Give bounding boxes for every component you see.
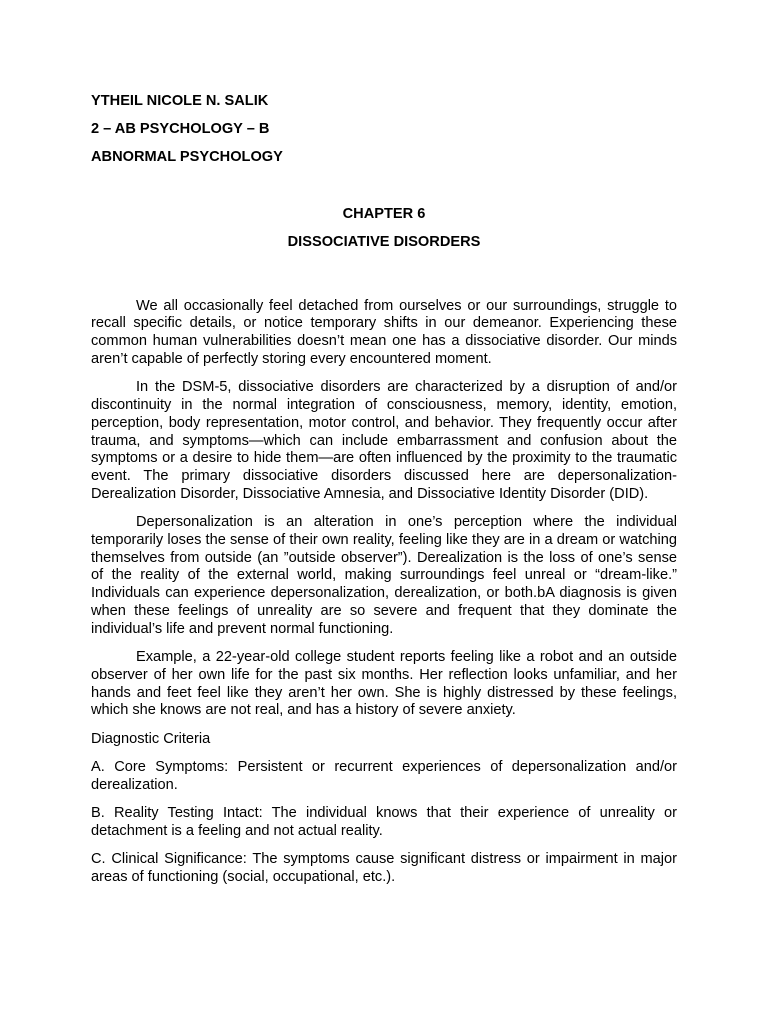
paragraph-intro: We all occasionally feel detached from ourselves or our surroundings, struggle to recall specific details, or notice temporary shifts in our demeanor. Experiencing these common human vulnerabilities doesn’t mean one has a dissociative disorder. Our minds aren’t capable of perfectly storing every encountered moment. [91,297,677,367]
section-spacer [91,263,677,298]
chapter-title: DISSOCIATIVE DISORDERS [287,234,481,251]
paragraph-dsm5: In the DSM-5, dissociative disorders are characterized by a disruption of and/or discontinuity in the normal integration of consciousness, memory, identity, emotion, perception, body representation, motor control, and behavior. They frequently occur after trauma, and symptoms—which can include embarrassment and confusion about the symptoms or a desire to hide them—are often influenced by the proximity to the traumatic event. The primary dissociative disorders discussed here are depersonalization-Derealization Disorder, Dissociative Amnesia, and Dissociative Identity Disorder (DID). [91,379,677,502]
course-title: ABNORMAL PSYCHOLOGY [91,149,283,166]
student-name: YTHEIL NICOLE N. SALIK [91,93,269,109]
chapter-number: CHAPTER 6 [342,206,426,223]
criteria-item-c: C. Clinical Significance: The symptoms cause significant distress or impairment in major areas of functioning (social, occupational, etc.). [91,850,677,885]
paragraph-example: Example, a 22-year-old college student reports feeling like a robot and an outside observer of her own life for the past six months. Her reflection looks unfamiliar, and her hands and feet feel like they aren’t her own. She is highly distressed by these feelings, which she knows are not real, and has a history of severe anxiety. [91,649,677,719]
document-body [91,93,677,897]
criteria-heading: Diagnostic Criteria [91,730,211,747]
paragraph-depersonalization: Depersonalization is an alteration in one’s perception where the individual temporarily loses the sense of their own reality, feeling like they are in a dream or watching themselves from outside (an ”outside observer”). Derealization is the loss of one’s sense of the reality of the external world, making surroundings feel unreal or “dream-like.” Individuals can experience depersonalization, derealization, or both.bA diagnosis is given when these feelings of unreality are so severe and frequent that they dominate the individual’s life and prevent normal functioning. [91,514,677,637]
criteria-item-b: B. Reality Testing Intact: The individual knows that their experience of unreality or detachment is a feeling and not actual reality. [91,804,677,839]
criteria-item-a: A. Core Symptoms: Persistent or recurrent experiences of depersonalization and/or derealization. [91,758,677,793]
student-section: 2 – AB PSYCHOLOGY – B [91,121,270,138]
